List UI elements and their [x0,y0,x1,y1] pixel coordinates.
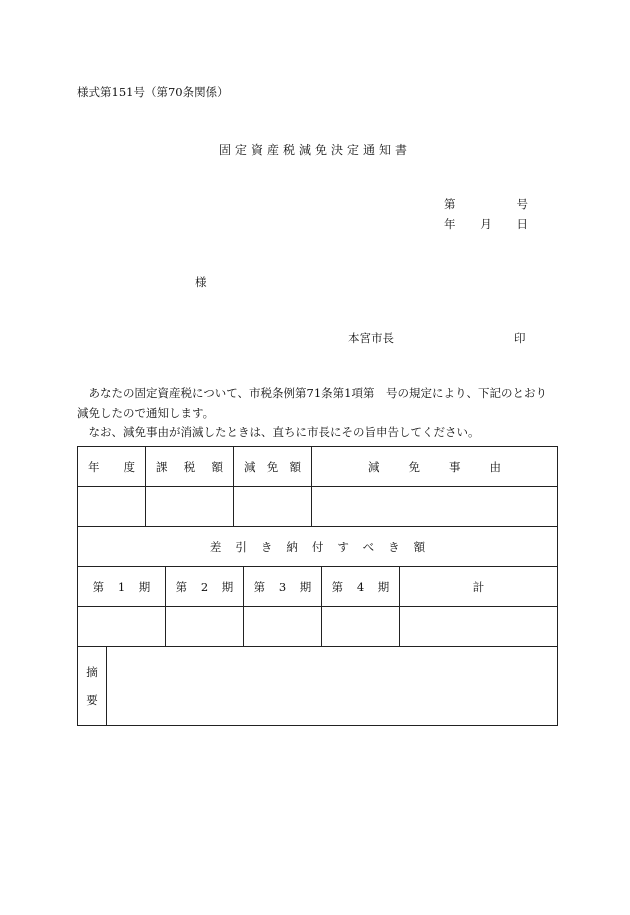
installments-title [78,527,558,567]
cell-installment-4 [322,607,400,647]
body-paragraph-1: あなたの固定資産税について、市税条例第71条第1項第 号の規定により、下記のとおり減免したので通知します。 [77,386,547,420]
issuer-name: 本宮市長 [348,331,394,345]
header-reduction-amount [234,447,312,487]
remarks-label [78,647,107,726]
header-reduction-amount-text: 減 免 額 [244,459,301,474]
remarks-row [78,647,558,726]
document-title: 固定資産税減免決定通知書 [218,143,411,157]
doc-number-suffix: 号 [516,197,528,211]
reduction-table [77,446,558,726]
installments-header-row [78,567,558,607]
installment-4-header: 第 4 期 [322,567,400,607]
cell-taxed-amount [146,487,234,527]
remarks-content [107,647,558,726]
installment-1-header: 第 1 期 [78,567,166,607]
remarks-label-2: 要 [86,693,98,707]
installments-title-row [78,527,558,567]
cell-installment-3 [244,607,322,647]
data-row [78,487,558,527]
installments-data-row [78,607,558,647]
installment-3-header: 第 3 期 [244,567,322,607]
header-year-text: 年 度 [88,459,135,474]
cell-reduction-reason [312,487,558,527]
header-row [78,447,558,487]
installment-2-header: 第 2 期 [166,567,244,607]
doc-number-prefix: 第 [444,197,456,211]
document-number [444,196,528,212]
header-taxed-amount-text: 課 税 額 [156,459,223,474]
form-number: 様式第151号（第70条関係） [77,85,229,99]
header-reduction-reason-text: 減 免 事 由 [368,459,501,474]
cell-installment-1 [78,607,166,647]
cell-year [78,487,146,527]
addressee-suffix: 様 [195,275,207,289]
installments-title-text: 差引き納付すべき額 [209,539,440,554]
body-paragraph-2: なお、減免事由が消滅したときは、直ちに市長にその旨申告してください。 [88,425,480,439]
date-year: 年 [444,217,456,231]
cell-installment-2 [166,607,244,647]
notice-body [77,384,557,443]
installment-total-header: 計 [400,567,558,607]
seal-mark: 印 [514,331,526,345]
header-year [78,447,146,487]
date-day: 日 [516,217,528,231]
cell-installment-total [400,607,558,647]
cell-reduction-amount [234,487,312,527]
remarks-label-1: 摘 [86,665,98,679]
date-month: 月 [480,217,492,231]
header-reduction-reason [312,447,558,487]
issue-date [444,216,528,232]
header-taxed-amount [146,447,234,487]
